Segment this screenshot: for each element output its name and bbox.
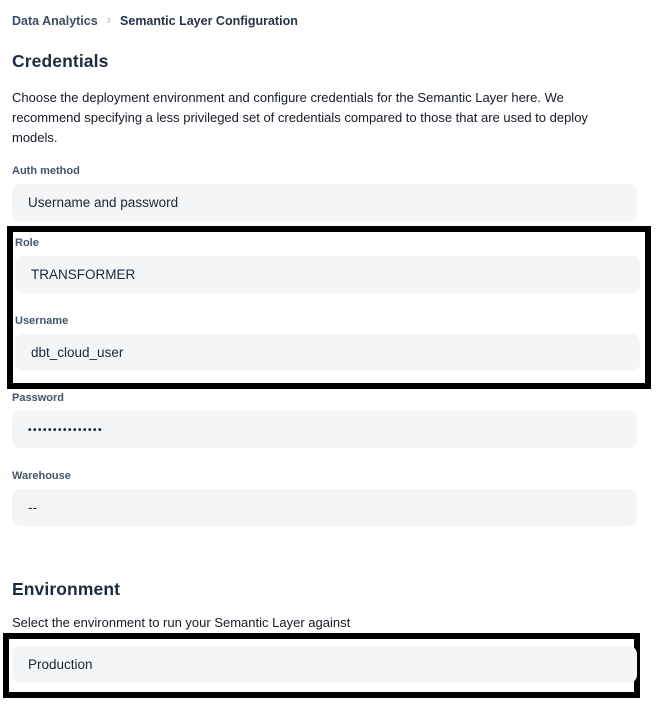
auth-method-field-group [12,165,649,221]
username-input[interactable] [15,334,640,371]
password-field-group [12,392,649,448]
password-input[interactable] [12,411,637,448]
environment-section-description: Select the environment to run your Semantic Layer against [12,615,351,630]
warehouse-value: -- [28,500,37,515]
role-field-group [15,237,645,293]
environment-select[interactable] [12,646,637,683]
credentials-section-description: Choose the deployment environment and configure credentials for the Semantic Layer here. We recommend specifying a less privileged set of credentials compared to those that are used to deploy models. [12,90,588,145]
role-label: Role [15,237,39,249]
username-field-group [15,315,645,371]
role-input[interactable] [15,256,640,293]
auth-method-value: Username and password [28,195,179,210]
auth-method-label: Auth method [12,165,80,177]
warehouse-label: Warehouse [12,470,71,482]
username-value: dbt_cloud_user [31,345,124,360]
breadcrumb-item-semantic-layer-configuration: Semantic Layer Configuration [120,14,298,28]
username-label: Username [15,315,69,327]
environment-section-title: Environment [12,579,121,599]
warehouse-input[interactable] [12,489,637,526]
highlight-box-role-username [7,226,651,389]
breadcrumb [12,14,649,28]
chevron-right-icon: › [106,12,112,27]
environment-value: Production [28,657,93,672]
password-label: Password [12,392,64,404]
credentials-section-title: Credentials [12,51,109,71]
warehouse-field-group [12,470,649,526]
auth-method-select[interactable] [12,184,637,221]
breadcrumb-item-data-analytics[interactable]: Data Analytics [12,14,98,28]
highlight-box-environment [3,633,640,698]
password-masked-value: ••••••••••••••• [28,425,104,436]
role-value: TRANSFORMER [31,267,136,282]
